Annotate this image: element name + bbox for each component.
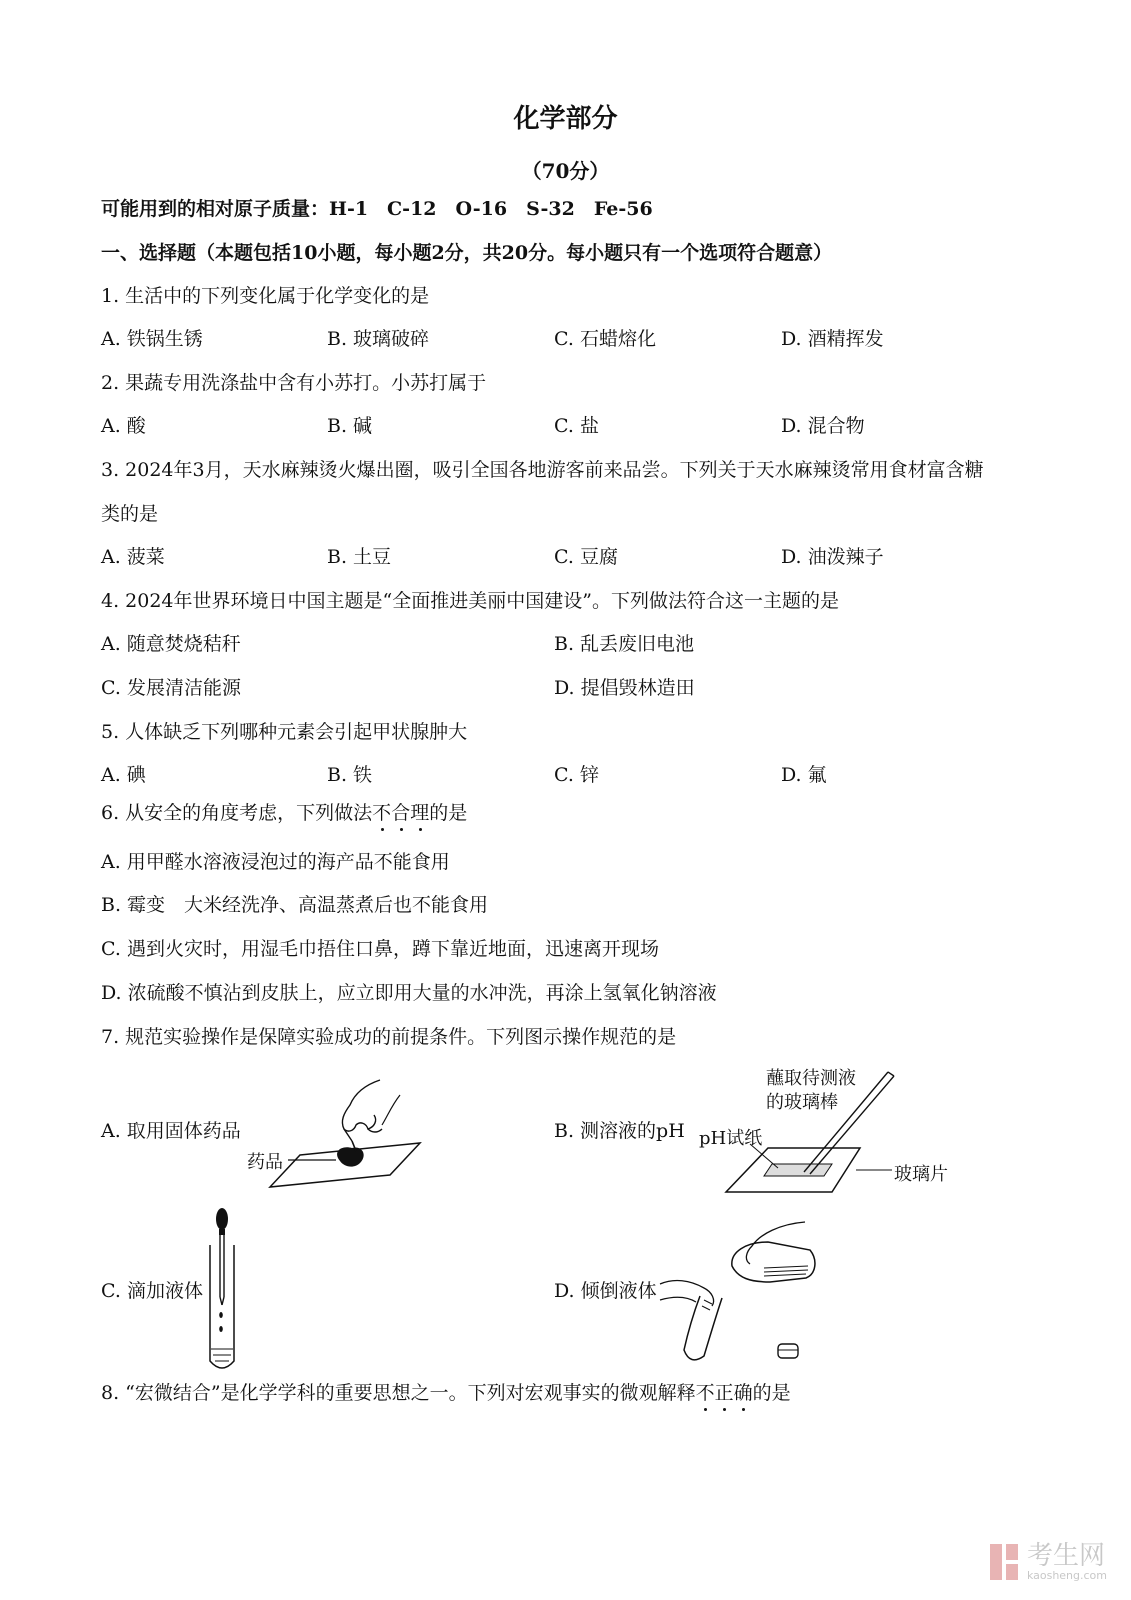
watermark-icon bbox=[988, 1540, 1022, 1584]
page-title: 化学部分 bbox=[513, 104, 618, 134]
total-score: （70分） bbox=[521, 159, 610, 183]
option-c: C. 盐 bbox=[554, 415, 599, 437]
option-a: A. 铁锅生锈 bbox=[101, 328, 203, 350]
figure-d-illustration bbox=[660, 1212, 820, 1372]
figure-b-label-rod2: 的玻璃棒 bbox=[766, 1092, 838, 1113]
option-a: A. 随意焚烧秸秆 bbox=[101, 633, 241, 655]
question-stem-cont: 类的是 bbox=[101, 503, 159, 525]
option-b: B. 土豆 bbox=[327, 546, 392, 568]
question-stem bbox=[101, 801, 467, 825]
option-c: C. 滴加液体 bbox=[101, 1280, 203, 1302]
option-b: B. 铁 bbox=[327, 764, 373, 786]
option-b: B. 玻璃破碎 bbox=[327, 328, 430, 350]
section-heading: 一、选择题（本题包括10小题，每小题2分，共20分。每小题只有一个选项符合题意） bbox=[101, 242, 833, 264]
option-d: D. 倾倒液体 bbox=[554, 1280, 657, 1302]
atomic-mass-line: 可能用到的相对原子质量：H-1 C-12 O-16 S-32 Fe-56 bbox=[101, 198, 653, 220]
emphasis-char: 确 bbox=[733, 1382, 753, 1404]
figure-b-label-paper: pH试纸 bbox=[699, 1128, 763, 1149]
question-stem bbox=[101, 1381, 791, 1405]
option-b: B. 霉变 大米经洗净、高温蒸煮后也不能食用 bbox=[101, 894, 489, 916]
emphasis-char: 正 bbox=[714, 1382, 734, 1404]
stem-post: 的是 bbox=[429, 802, 468, 824]
option-d: D. 酒精挥发 bbox=[781, 328, 884, 350]
option-d: D. 油泼辣子 bbox=[781, 546, 884, 568]
question-stem: 2. 果蔬专用洗涤盐中含有小苏打。小苏打属于 bbox=[101, 372, 487, 394]
figure-a-illustration bbox=[270, 1075, 430, 1185]
option-a: A. 酸 bbox=[101, 415, 146, 437]
option-a: A. 用甲醛水溶液浸泡过的海产品不能食用 bbox=[101, 851, 450, 873]
option-b: B. 乱丢废旧电池 bbox=[554, 633, 695, 655]
option-c: C. 锌 bbox=[554, 764, 599, 786]
question-stem: 5. 人体缺乏下列哪种元素会引起甲状腺肿大 bbox=[101, 721, 468, 743]
option-b: B. 碱 bbox=[327, 415, 373, 437]
figure-b-label-glass: 玻璃片 bbox=[894, 1164, 948, 1185]
question-stem: 3. 2024年3月，天水麻辣烫火爆出圈，吸引全国各地游客前来品尝。下列关于天水麻辣烫常用食材富含糖 bbox=[101, 459, 984, 481]
option-d: D. 混合物 bbox=[781, 415, 865, 437]
figure-b-illustration bbox=[720, 1068, 900, 1198]
watermark-text-cn: 考生网 bbox=[1026, 1541, 1105, 1571]
watermark-logo bbox=[988, 1540, 1107, 1584]
option-d: D. 浓硫酸不慎沾到皮肤上，应立即用大量的水冲洗，再涂上氢氧化钠溶液 bbox=[101, 982, 717, 1004]
option-b: B. 测溶液的pH bbox=[554, 1120, 685, 1142]
stem-pre: 8. “宏微结合”是化学学科的重要思想之一。下列对宏观事实的微观解释 bbox=[101, 1382, 696, 1404]
option-a: A. 菠菜 bbox=[101, 546, 165, 568]
option-a: A. 取用固体药品 bbox=[101, 1120, 241, 1142]
emphasis-char: 不 bbox=[695, 1382, 715, 1404]
option-c: C. 豆腐 bbox=[554, 546, 618, 568]
figure-b-label-rod1: 蘸取待测液 bbox=[766, 1068, 856, 1089]
option-c: C. 石蜡熔化 bbox=[554, 328, 656, 350]
question-stem: 4. 2024年世界环境日中国主题是“全面推进美丽中国建设”。下列做法符合这一主题的是 bbox=[101, 590, 839, 612]
question-stem: 7. 规范实验操作是保障实验成功的前提条件。下列图示操作规范的是 bbox=[101, 1026, 677, 1048]
question-stem: 1. 生活中的下列变化属于化学变化的是 bbox=[101, 285, 430, 307]
figure-a-label-reagent: 药品 bbox=[247, 1152, 283, 1173]
option-d: D. 氟 bbox=[781, 764, 827, 786]
option-c: C. 遇到火灾时，用湿毛巾捂住口鼻，蹲下靠近地面，迅速离开现场 bbox=[101, 938, 659, 960]
emphasis-char: 理 bbox=[410, 802, 430, 824]
option-d: D. 提倡毁林造田 bbox=[554, 677, 695, 699]
figure-a-leader-line bbox=[288, 1158, 338, 1162]
stem-post: 的是 bbox=[752, 1382, 791, 1404]
stem-pre: 6. 从安全的角度考虑，下列做法 bbox=[101, 802, 373, 824]
emphasis-char: 不 bbox=[372, 802, 392, 824]
option-a: A. 碘 bbox=[101, 764, 146, 786]
figure-c-illustration bbox=[200, 1205, 250, 1375]
watermark-text-en: kaosheng.com bbox=[1026, 1569, 1107, 1582]
option-c: C. 发展清洁能源 bbox=[101, 677, 241, 699]
emphasis-char: 合 bbox=[391, 802, 411, 824]
